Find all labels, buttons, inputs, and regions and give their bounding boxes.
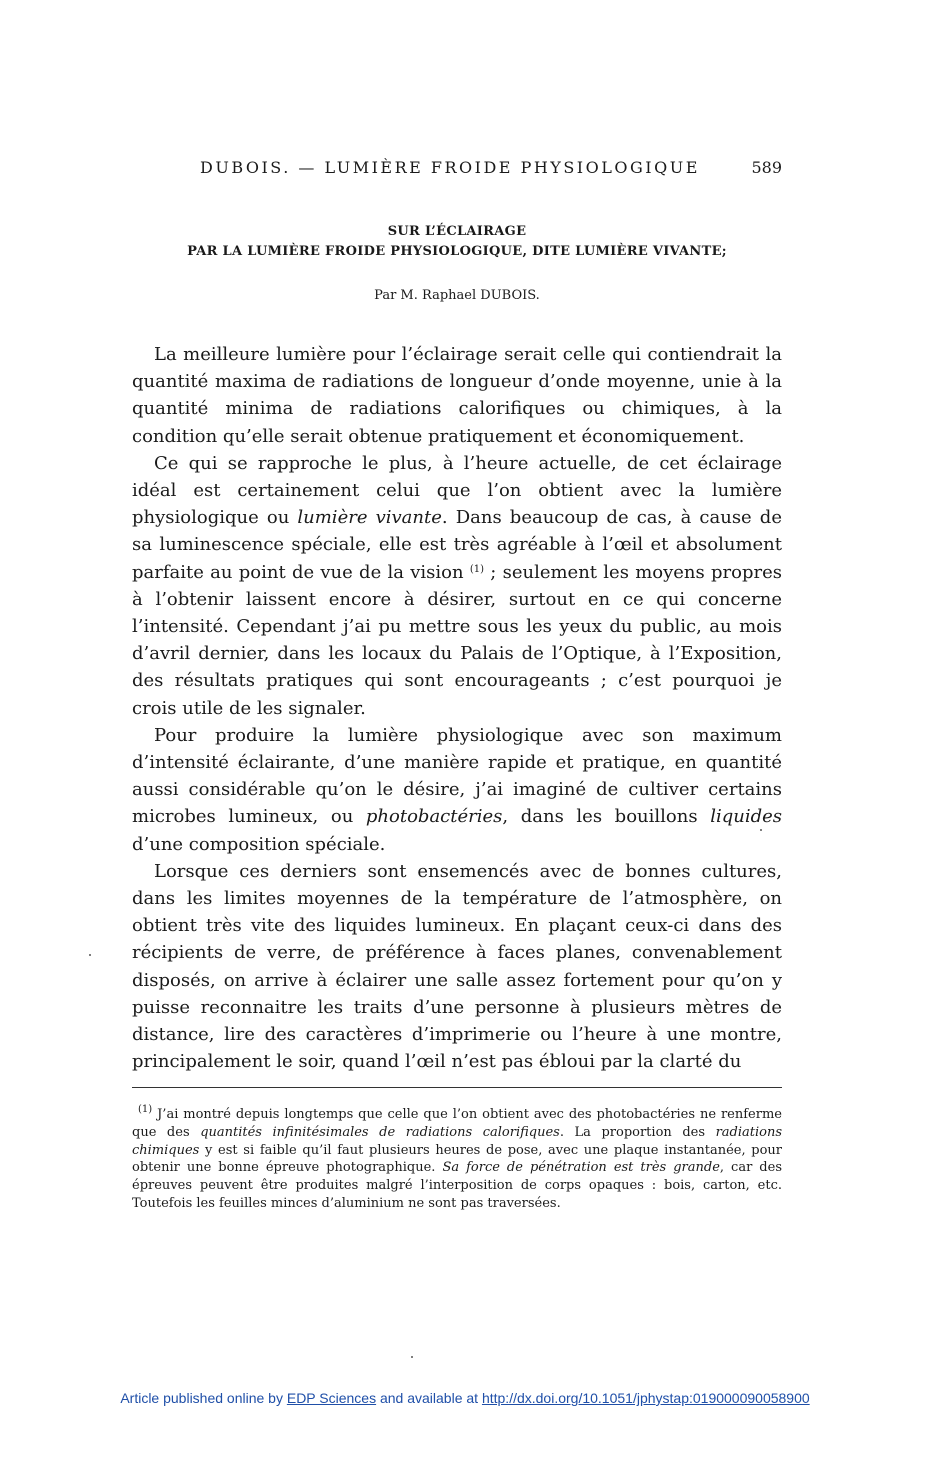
footnote-part-d: , car des épreuves peuvent être produites malgré l’interposition de corps opaques : bois, carton, etc. Toutefois les feuilles minces d’aluminium ne sont pas traversées. <box>132 1160 782 1211</box>
page-number: 589 <box>751 158 782 177</box>
doi-link[interactable]: http://dx.doi.org/10.1051/jphystap:019000090058900 <box>481 1390 810 1406</box>
footnote-emphasis-2: radiations chimiques <box>132 1124 783 1158</box>
paragraph-2-part-b: . Dans beaucoup de cas, à cause de sa luminescence spéciale, elle est très agréable à l’œil et absolument parfaite au point de vue de la vision <box>132 507 782 583</box>
paragraph-3 <box>132 722 782 858</box>
paragraph-3-part-b: , dans les bouillons <box>502 806 711 828</box>
edp-sciences-link[interactable]: EDP Sciences <box>286 1390 377 1406</box>
publisher-middle: and available at <box>376 1390 482 1406</box>
article-title <box>132 222 782 262</box>
running-head-title: DUBOIS. — LUMIÈRE FROIDE PHYSIOLOGIQUE <box>200 158 700 177</box>
emphasis-liquides: liquides <box>710 806 782 828</box>
article-title-line-2: PAR LA LUMIÈRE FROIDE PHYSIOLOGIQUE, DITE LUMIÈRE VIVANTE; <box>187 244 727 259</box>
scan-speck <box>89 954 91 956</box>
publisher-footer <box>0 1390 930 1406</box>
footnote-reference[interactable]: (1) <box>469 563 485 575</box>
footnote-marker: (1) <box>138 1104 153 1115</box>
paragraph-4: Lorsque ces derniers sont ensemencés avec de bonnes cultures, dans les limites moyennes de la température de l’atmosphère, on obtient très vite des liquides lumineux. En plaçant ceux-ci dans des récipients de verre, de préférence à faces planes, convenablement disposés, on arrive à éclairer une salle assez fortement pour qu’on y puisse reconnaitre les traits d’une personne à plusieurs mètres de distance, lire des caractères d’imprimerie ou l’heure à une montre, principalement le soir, quand l’œil n’est pas ébloui par la clarté du <box>132 860 782 1073</box>
footnote-separator <box>132 1087 782 1088</box>
article-title-line-1: SUR L’ÉCLAIRAGE <box>387 224 527 239</box>
paragraph-2-part-a: Ce qui se rapproche le plus, à l’heure actuelle, de cet éclairage idéal est certainement celui que l’on obtient avec la lumière physiologique ou <box>132 452 782 529</box>
byline: Par M. Raphael DUBOIS. <box>374 288 540 303</box>
footnote-part-b: . La proportion des <box>559 1124 716 1140</box>
paragraph-2 <box>132 450 782 722</box>
scan-speck <box>760 829 762 831</box>
scan-speck <box>411 1356 413 1358</box>
paragraph-3-part-a: Pour produire la lumière physiologique avec son maximum d’intensité éclairante, d’une manière rapide et pratique, en quantité aussi considérable qu’on le désire, j’ai imaginé de cultiver certains microbes lumineux, ou <box>132 724 782 828</box>
paragraph-2-part-c: ; seulement les moyens propres à l’obtenir laissent encore à désirer, surtout en ce qui concerne l’intensité. Cependant j’ai pu mettre sous les yeux du public, au mois d’avril dernier, dans les locaux du Palais de l’Optique, à l’Exposition, des résultats pratiques qui sont encourageants ; c’est pourquoi je crois utile de les signaler. <box>132 561 782 719</box>
running-head <box>132 158 782 182</box>
article-body <box>132 341 782 1075</box>
paragraph-1: La meilleure lumière pour l’éclairage serait celle qui contiendrait la quantité maxima de radiations de longueur d’onde moyenne, unie à la quantité minima de radiations calorifiques ou chimiques, à la condition qu’elle serait obtenue pratiquement et économiquement. <box>132 344 782 447</box>
footnote-part-c: y est si faible qu’il faut plusieurs heures de pose, avec une plaque instantanée, pour obtenir une bonne épreuve photographique. <box>132 1142 782 1176</box>
footnote-emphasis-1: quantités infinitésimales de radiations calorifiques <box>200 1124 560 1140</box>
emphasis-lumiere-vivante: lumière vivante <box>297 507 442 529</box>
footnote <box>132 1106 782 1213</box>
publisher-prefix: Article published online by <box>120 1390 287 1406</box>
emphasis-photobacteries: photobactéries <box>365 806 503 828</box>
footnote-part-a: J’ai montré depuis longtemps que celle que l’on obtient avec des photobactéries ne renferme que des <box>132 1107 782 1140</box>
footnote-emphasis-3: Sa force de pénétration est très grande <box>442 1160 720 1176</box>
paragraph-3-part-c: d’une composition spéciale. <box>132 833 386 855</box>
